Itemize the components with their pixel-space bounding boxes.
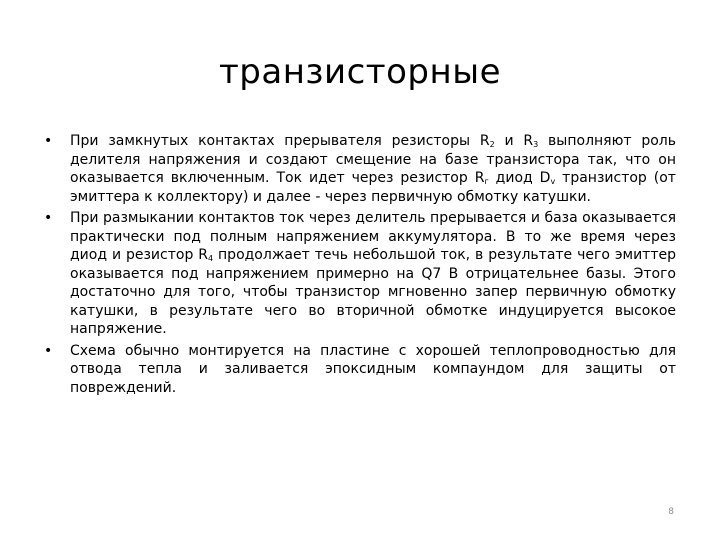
bullet-text-2: При размыкании контактов ток через делитель прерывается и база оказывается практически под полным напряжением аккумулятора. В то же время через диод и резистор $R_4$ продолжает течь небольшой ток, в результате чего эмиттер оказывается под напряжением примерно на Q7 В отрицательнее базы. Этого достаточно для того, чтобы транзистор мгновенно запер первичную обмотку катушки, в результате чего во вторичной обмотке индуцируется высокое напряжение. <box>70 210 676 337</box>
bullet-item-1 <box>44 132 676 206</box>
bullet-item-3 <box>44 342 676 398</box>
bullet-dot: • <box>44 342 53 359</box>
bullet-dot: • <box>44 133 53 149</box>
page-number: 8 <box>668 507 674 517</box>
bullet-text-3: Схема обычно монтируется на пластине с хорошей теплопроводностью для отвода тепла и заливается эпоксидным компаундом для защиты от повреждений. <box>70 342 676 396</box>
bullet-list <box>44 132 676 400</box>
bullet-dot: • <box>44 210 53 226</box>
slide-title: транзисторные <box>218 52 501 92</box>
bullet-text-1: При замкнутых контактах прерывателя резисторы $R_2$ и $R_3$ выполняют роль делителя напряжения и создают смещение на базе транзистора так, что он оказывается включенным. Ток идет через резистор $R_г$ диод $D_v$ транзистор (от эмиттера к коллектору) и далее - через первичную обмотку катушки. <box>70 133 676 205</box>
bullet-item-2 <box>44 209 676 339</box>
